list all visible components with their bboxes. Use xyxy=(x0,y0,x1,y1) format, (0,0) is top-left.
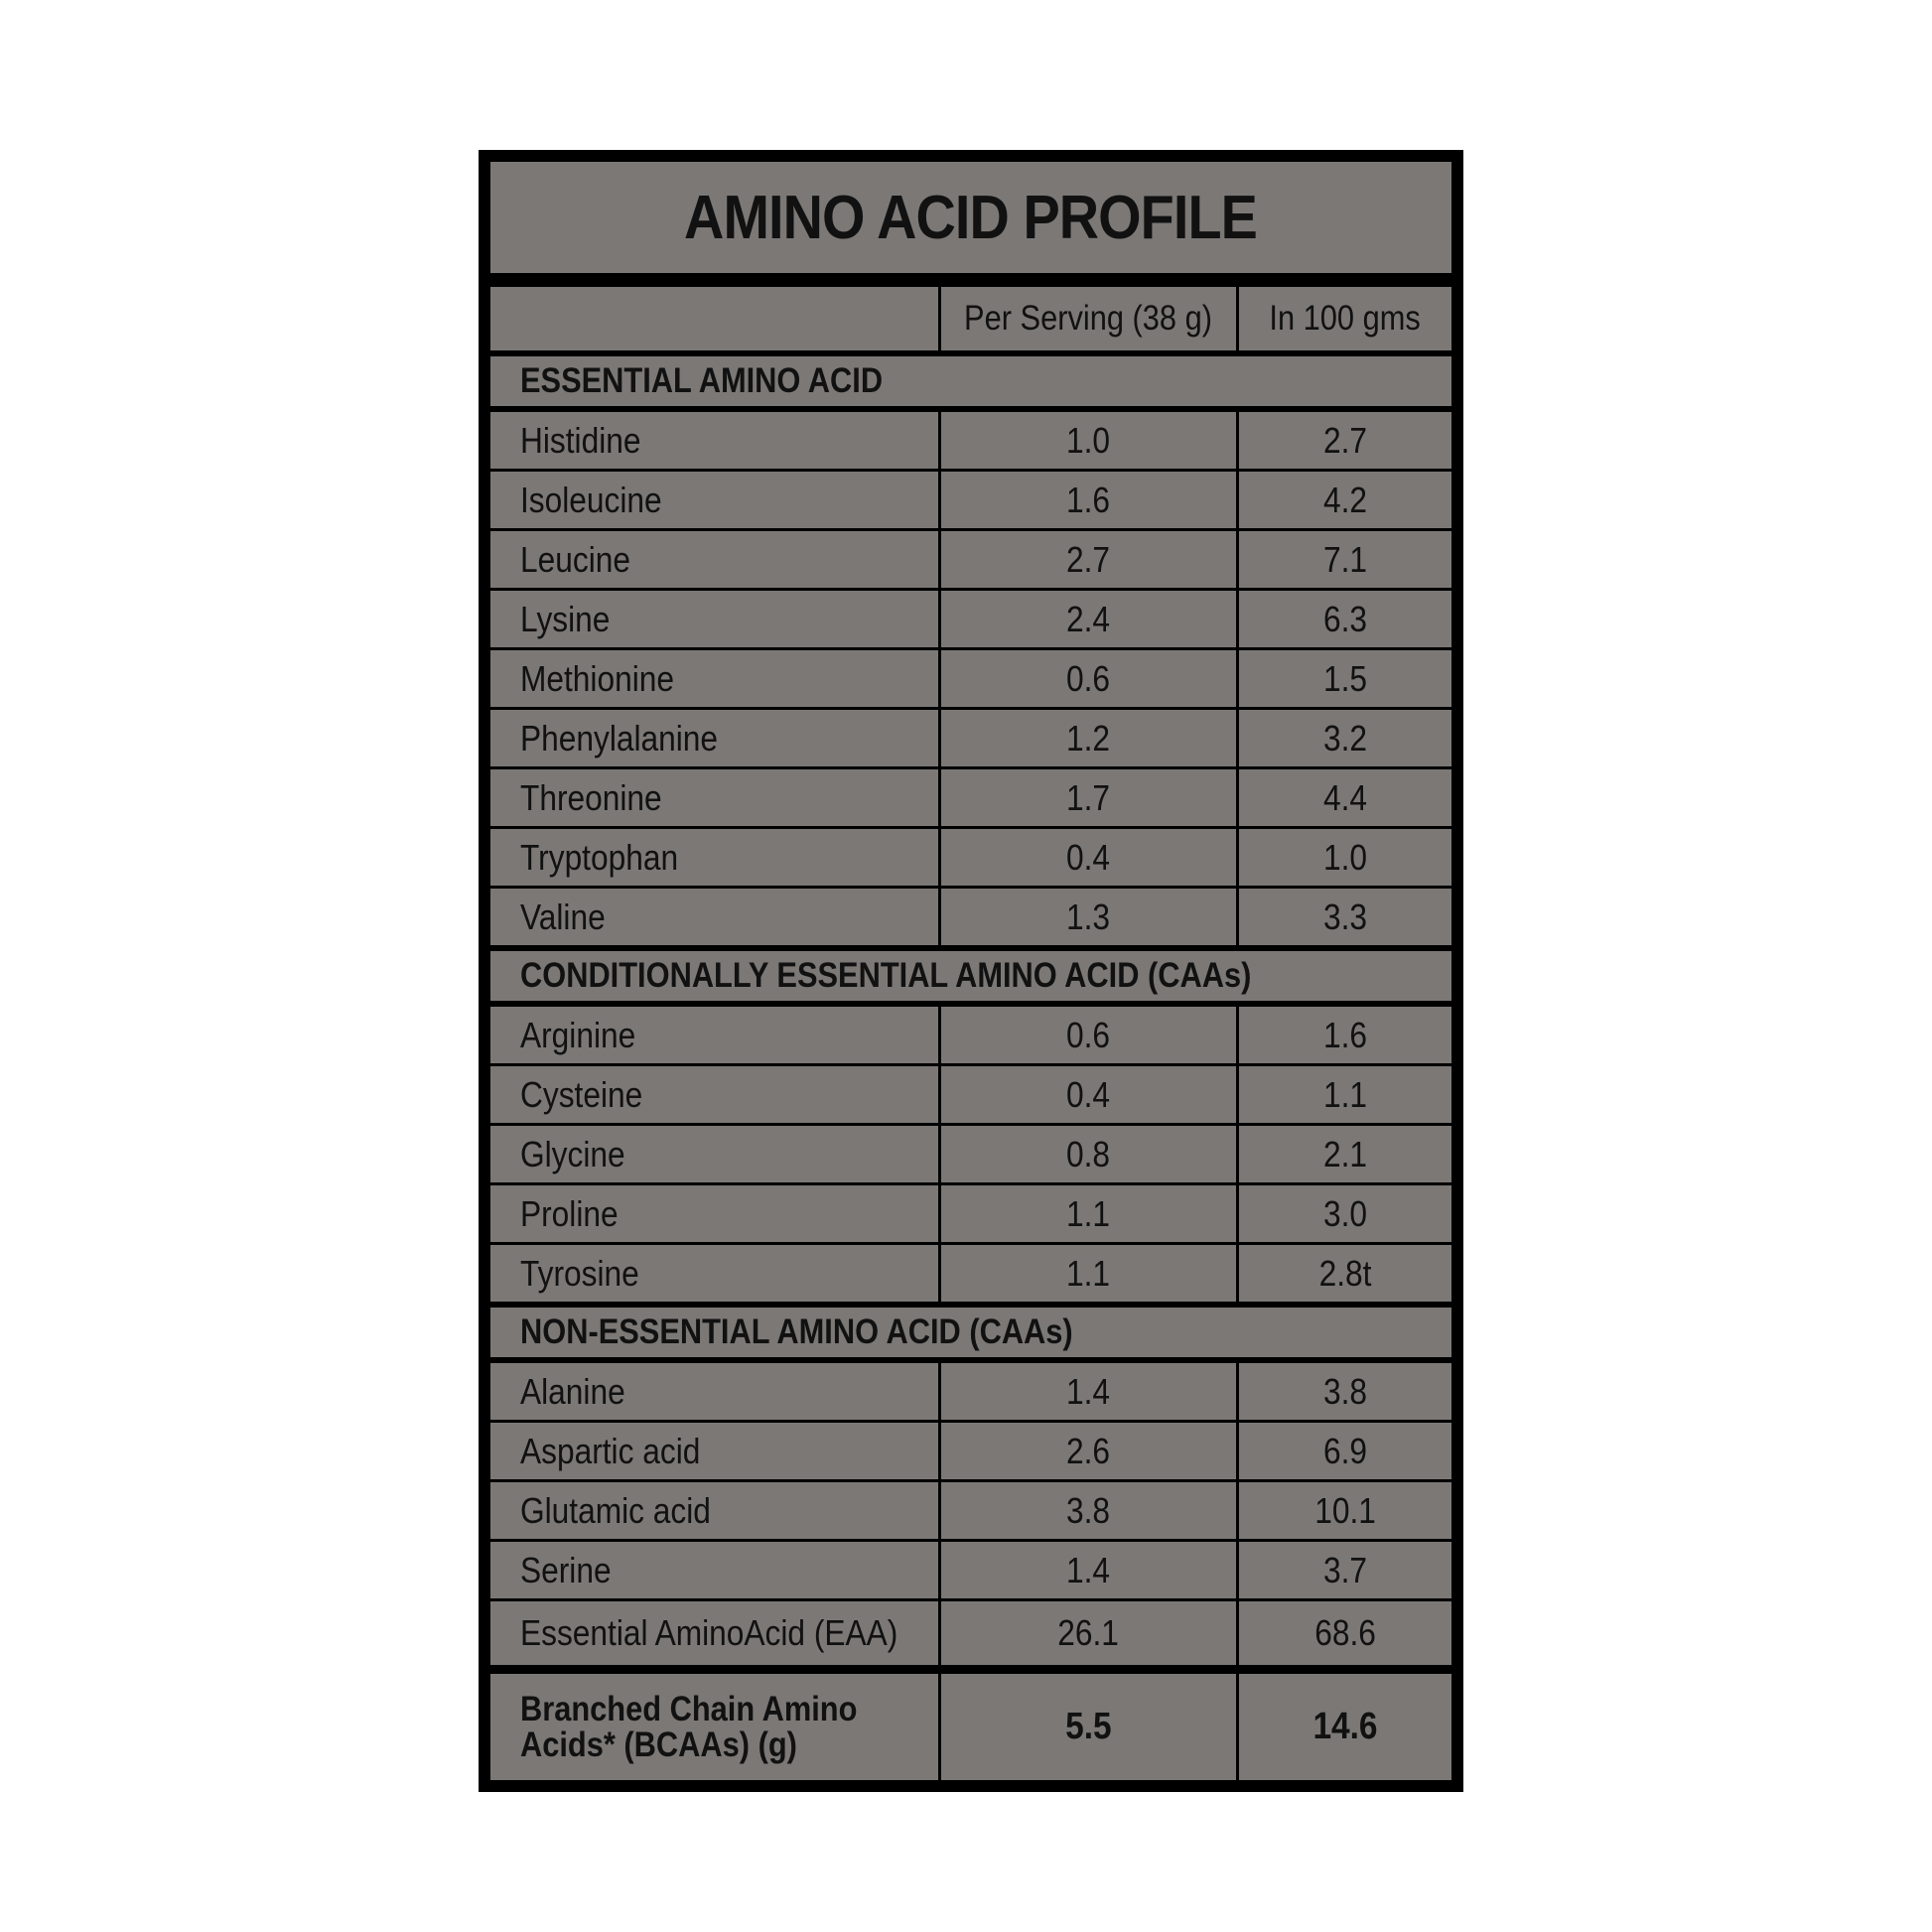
amino-acid-table xyxy=(479,150,1463,1792)
table-row-per-100g xyxy=(1239,412,1451,469)
table-row-per-100g xyxy=(1239,531,1451,588)
table-row-per-100g xyxy=(1239,472,1451,528)
table-row-name-text: Histidine xyxy=(520,419,641,461)
section-heading xyxy=(490,356,1451,406)
table-row-per-100g-text: 10.1 xyxy=(1314,1489,1376,1531)
table-row-name-text: Leucine xyxy=(520,538,630,580)
column-header-per-100g xyxy=(1239,287,1451,350)
table-row-per-100g xyxy=(1239,1423,1451,1479)
table-row-per-100g-text: 1.1 xyxy=(1322,1073,1368,1115)
table-row-name xyxy=(490,1007,938,1063)
table-row-per-100g xyxy=(1239,1007,1451,1063)
bcaa-row-name-text: Branched Chain Amino Acids* (BCAAs) (g) xyxy=(520,1689,858,1764)
table-row-name-text: Essential AminoAcid (EAA) xyxy=(520,1612,898,1653)
table-row-per-serving xyxy=(941,531,1236,588)
table-row-per-serving xyxy=(941,1007,1236,1063)
table-row-name xyxy=(490,412,938,469)
table-row-per-100g xyxy=(1239,829,1451,886)
table-row-per-serving xyxy=(941,1126,1236,1182)
column-header-blank xyxy=(490,287,938,350)
table-row-name xyxy=(490,710,938,766)
table-row-per-serving xyxy=(941,1601,1236,1665)
table-row-per-100g xyxy=(1239,1126,1451,1182)
table-row-per-100g-text: 3.8 xyxy=(1322,1370,1368,1412)
table-row-per-serving-text: 1.6 xyxy=(1066,479,1111,520)
table-row-per-serving xyxy=(941,591,1236,647)
table-row-per-100g-text: 4.2 xyxy=(1322,479,1368,520)
page-title: AMINO ACID PROFILE xyxy=(684,183,1258,252)
table-row-per-100g-text: 3.7 xyxy=(1322,1549,1368,1590)
table-row-name xyxy=(490,531,938,588)
table-row-name-text: Cysteine xyxy=(520,1073,643,1115)
table-row-name-text: Glycine xyxy=(520,1133,625,1174)
table-row-per-serving-text: 1.3 xyxy=(1066,896,1111,937)
table-row-per-100g-text: 2.7 xyxy=(1322,419,1368,461)
table-row-per-100g-text: 1.5 xyxy=(1322,657,1368,699)
table-row-per-100g xyxy=(1239,650,1451,707)
table-row-name-text: Glutamic acid xyxy=(520,1489,711,1531)
table-row-name-text: Aspartic acid xyxy=(520,1430,701,1471)
column-header-per-100g-text: In 100 gms xyxy=(1269,299,1422,338)
table-row-per-100g-text: 68.6 xyxy=(1314,1612,1376,1653)
table-row-per-serving xyxy=(941,769,1236,826)
table-row-name xyxy=(490,591,938,647)
table-row-per-serving-text: 1.4 xyxy=(1066,1370,1111,1412)
bcaa-row-per-100g-text: 14.6 xyxy=(1312,1706,1378,1747)
table-row-name xyxy=(490,1363,938,1420)
table-row-per-serving-text: 0.6 xyxy=(1066,1014,1111,1055)
table-row-name-text: Tyrosine xyxy=(520,1252,639,1294)
table-row-per-serving-text: 1.2 xyxy=(1066,717,1111,759)
section-heading xyxy=(490,1308,1451,1357)
table-row-per-serving-text: 0.8 xyxy=(1066,1133,1111,1174)
section-heading-text: NON-ESSENTIAL AMINO ACID (CAAs) xyxy=(520,1312,1073,1351)
table-row-name-text: Proline xyxy=(520,1192,619,1234)
table-row-name xyxy=(490,650,938,707)
table-row-name-text: Isoleucine xyxy=(520,479,662,520)
table-row-per-100g xyxy=(1239,1601,1451,1665)
table-row-name xyxy=(490,1245,938,1302)
table-row-per-serving-text: 1.4 xyxy=(1066,1549,1111,1590)
table-row-per-serving xyxy=(941,1066,1236,1123)
table-row-per-serving xyxy=(941,650,1236,707)
bcaa-row-name xyxy=(490,1674,938,1780)
table-row-per-serving xyxy=(941,472,1236,528)
table-row-per-100g xyxy=(1239,710,1451,766)
table-row-name-text: Lysine xyxy=(520,598,611,639)
table-row-name xyxy=(490,1185,938,1242)
table-row-per-100g xyxy=(1239,1363,1451,1420)
table-title xyxy=(490,162,1451,273)
table-row-per-100g-text: 6.3 xyxy=(1322,598,1368,639)
table-row-name-text: Tryptophan xyxy=(520,836,679,878)
table-row-name xyxy=(490,829,938,886)
table-row-name xyxy=(490,1423,938,1479)
table-row-per-serving-text: 0.6 xyxy=(1066,657,1111,699)
table-row-per-100g xyxy=(1239,889,1451,945)
table-row-name xyxy=(490,1482,938,1539)
table-row-name-text: Serine xyxy=(520,1549,612,1590)
table-row-per-100g-text: 1.0 xyxy=(1322,836,1368,878)
table-row-per-serving-text: 2.7 xyxy=(1066,538,1111,580)
table-row-per-serving-text: 26.1 xyxy=(1057,1612,1120,1653)
table-row-per-serving-text: 1.1 xyxy=(1066,1252,1111,1294)
table-row-per-serving-text: 1.1 xyxy=(1066,1192,1111,1234)
table-row-per-serving xyxy=(941,889,1236,945)
table-row-per-serving xyxy=(941,710,1236,766)
table-row-per-100g xyxy=(1239,1482,1451,1539)
table-row-name xyxy=(490,1601,938,1665)
table-row-per-serving xyxy=(941,829,1236,886)
table-row-per-100g xyxy=(1239,1245,1451,1302)
table-row-name xyxy=(490,769,938,826)
table-row-per-serving xyxy=(941,1363,1236,1420)
table-row-per-serving xyxy=(941,1185,1236,1242)
table-row-name xyxy=(490,1126,938,1182)
table-row-name-text: Valine xyxy=(520,896,606,937)
table-row-name xyxy=(490,889,938,945)
section-heading-text: ESSENTIAL AMINO ACID xyxy=(520,361,884,400)
bcaa-row-per-100g xyxy=(1239,1674,1451,1780)
table-row-per-serving-text: 2.6 xyxy=(1066,1430,1111,1471)
table-row-per-100g xyxy=(1239,769,1451,826)
table-row-per-serving xyxy=(941,1245,1236,1302)
table-row-per-serving xyxy=(941,1542,1236,1598)
column-header-per-serving-text: Per Serving (38 g) xyxy=(964,299,1213,338)
table-row-per-100g-text: 4.4 xyxy=(1322,776,1368,818)
bcaa-row-per-serving-text: 5.5 xyxy=(1065,1706,1112,1747)
table-row-per-serving-text: 1.0 xyxy=(1066,419,1111,461)
table-row-per-100g xyxy=(1239,1542,1451,1598)
bcaa-row-per-serving xyxy=(941,1674,1236,1780)
table-row-per-100g-text: 3.3 xyxy=(1322,896,1368,937)
table-row-name-text: Methionine xyxy=(520,657,674,699)
column-header-per-serving xyxy=(941,287,1236,350)
table-row-name-text: Threonine xyxy=(520,776,662,818)
table-row-per-serving xyxy=(941,1482,1236,1539)
table-row-per-100g-text: 3.2 xyxy=(1322,717,1368,759)
table-row-per-serving-text: 2.4 xyxy=(1066,598,1111,639)
table-row-per-serving xyxy=(941,412,1236,469)
section-heading-text: CONDITIONALLY ESSENTIAL AMINO ACID (CAAs) xyxy=(520,956,1252,995)
table-row-per-100g xyxy=(1239,1185,1451,1242)
table-row-name-text: Arginine xyxy=(520,1014,636,1055)
section-heading xyxy=(490,951,1451,1001)
table-row-per-serving xyxy=(941,1423,1236,1479)
table-row-per-serving-text: 0.4 xyxy=(1066,1073,1111,1115)
table-row-per-100g xyxy=(1239,591,1451,647)
table-row-per-100g-text: 7.1 xyxy=(1322,538,1368,580)
table-row-name xyxy=(490,1542,938,1598)
table-row-per-serving-text: 3.8 xyxy=(1066,1489,1111,1531)
table-row-name-text: Phenylalanine xyxy=(520,717,719,759)
table-row-name xyxy=(490,1066,938,1123)
table-row-per-serving-text: 1.7 xyxy=(1066,776,1111,818)
table-row-name-text: Alanine xyxy=(520,1370,625,1412)
table-row-name xyxy=(490,472,938,528)
table-row-per-100g-text: 2.1 xyxy=(1322,1133,1368,1174)
table-row-per-100g-text: 6.9 xyxy=(1322,1430,1368,1471)
table-row-per-100g-text: 3.0 xyxy=(1322,1192,1368,1234)
table-row-per-100g-text: 2.8t xyxy=(1318,1252,1372,1294)
table-row-per-serving-text: 0.4 xyxy=(1066,836,1111,878)
table-row-per-100g-text: 1.6 xyxy=(1322,1014,1368,1055)
table-row-per-100g xyxy=(1239,1066,1451,1123)
